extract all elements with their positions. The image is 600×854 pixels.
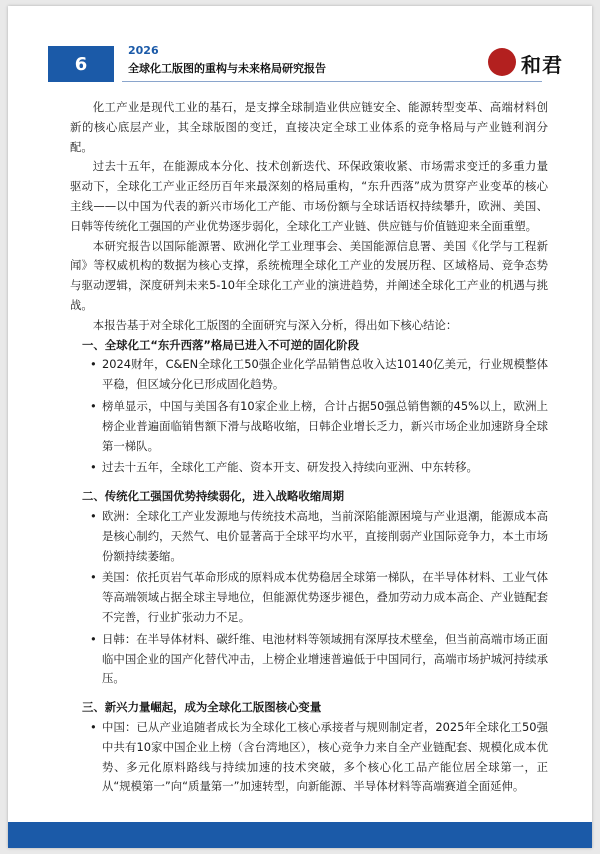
intro-paragraph: 本报告基于对全球化工版图的全面研究与深入分析，得出如下核心结论： bbox=[92, 317, 458, 332]
document-page bbox=[8, 6, 592, 848]
header-title: 全球化工版图的重构与未来格局研究报告 bbox=[128, 62, 326, 75]
page-header bbox=[8, 6, 592, 86]
header-year: 2026 bbox=[128, 44, 159, 57]
section-heading: 一、全球化工“东升西落”格局已进入不可逆的固化阶段 bbox=[82, 337, 359, 352]
seal-icon bbox=[488, 48, 516, 76]
bullet-item: • 美国：依托页岩气革命形成的原料成本优势稳居全球第一梯队，在半导体材料、工业气体等高端领域占据全球主导地位，但能源优势逐步褪色，叠加劳动力成本高企、产业链配套不完善，行业扩张动力不足。 bbox=[70, 568, 548, 627]
header-divider bbox=[122, 81, 542, 82]
bullet-item: • 2024财年，C&EN全球化工50强企业化学品销售总收入达10140亿美元，行业规模整体平稳，但区域分化已形成固化趋势。 bbox=[70, 355, 548, 395]
company-logo bbox=[488, 46, 570, 80]
bullet-item: • 中国：已从产业追随者成长为全球化工核心承接者与规则制定者，2025年全球化工50强中共有10家中国企业上榜（含台湾地区），核心竞争力来自全产业链配套、规模化成本优势、多元化原料路线与持续加速的技术突破，多个核心化工品产能位居全球第一，正从“规模第一”向“质量第一”加速转型，向新能源、半导体材料等高端赛道全面延伸。 bbox=[70, 718, 548, 797]
bullet-item: • 欧洲：全球化工产业发源地与传统技术高地，当前深陷能源困境与产业退潮，能源成本高是核心制约，天然气、电价显著高于全球平均水平，直接削弱产业国际竞争力，本土市场份额持续萎缩。 bbox=[70, 507, 548, 566]
bullet-item: • 榜单显示，中国与美国各有10家企业上榜，合计占据50强总销售额的45%以上，欧洲上榜企业普遍面临销售额下滑与战略收缩，日韩企业增长乏力，新兴市场企业加速跻身全球第一梯队。 bbox=[70, 397, 548, 456]
body-content bbox=[70, 98, 548, 797]
logo-text: 和君 bbox=[521, 53, 563, 77]
intro-paragraph: 过去十五年，在能源成本分化、技术创新迭代、环保政策收紧、市场需求变迁的多重力量驱动下，全球化工产业正经历百年来最深刻的格局重构，“东升西落”成为贯穿产业变革的核心主线——以中国为代表的新兴市场化工产能、市场份额与全球话语权持续攀升，欧洲、美国、日韩等传统化工强国的产业优势逐步弱化，全球化工产业链、供应链与价值链迎来全面重塑。 bbox=[70, 159, 548, 233]
intro-paragraph: 化工产业是现代工业的基石，是支撑全球制造业供应链安全、能源转型变革、高端材料创新的核心底层产业，其全球版图的变迁，直接决定全球工业体系的竞争格局与产业链利润分配。 bbox=[70, 100, 548, 154]
page-number: 6 bbox=[48, 46, 114, 82]
footer-bar bbox=[8, 822, 592, 848]
bullet-item: • 过去十五年，全球化工产能、资本开支、研发投入持续向亚洲、中东转移。 bbox=[70, 458, 548, 478]
bullet-item: • 日韩：在半导体材料、碳纤维、电池材料等领域拥有深厚技术壁垒，但当前高端市场正面临中国企业的国产化替代冲击，上榜企业增速普遍低于中国同行，高端市场护城河持续承压。 bbox=[70, 630, 548, 689]
section-heading: 三、新兴力量崛起，成为全球化工版图核心变量 bbox=[82, 700, 322, 715]
intro-paragraph: 本研究报告以国际能源署、欧洲化学工业理事会、美国能源信息署、美国《化学与工程新闻》等权威机构的数据为核心支撑，系统梳理全球化工产业的发展历程、区域格局、竞争态势与驱动逻辑，深度研判未来5-10年全球化工产业的演进趋势，并阐述全球化工产业的机遇与挑战。 bbox=[70, 238, 548, 312]
section-heading: 二、传统化工强国优势持续弱化，进入战略收缩周期 bbox=[82, 489, 344, 504]
